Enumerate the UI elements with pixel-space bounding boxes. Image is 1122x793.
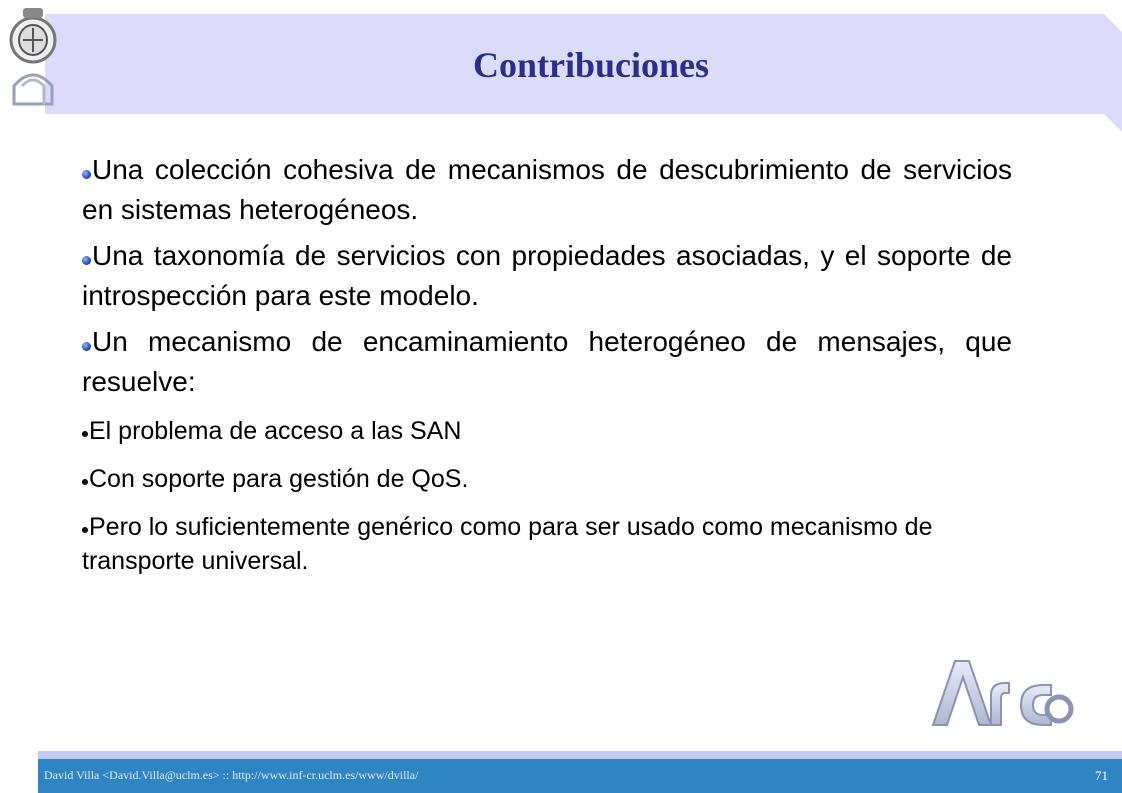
bullet-dot-icon [82, 431, 88, 437]
slide-number: 71 [1095, 768, 1108, 783]
footer-strip [38, 751, 1122, 759]
sub-bullet-text: Con soporte para gestión de QoS. [89, 465, 469, 493]
bullet-item [82, 236, 1012, 316]
sub-bullet-item [82, 414, 1012, 448]
slide-content [82, 150, 1012, 592]
bullet-ball-icon [82, 170, 91, 179]
page-title: Contribuciones [472, 45, 710, 85]
bullet-ball-icon [82, 342, 91, 351]
bullet-ball-icon [82, 256, 91, 265]
header-fold [1104, 14, 1122, 32]
sub-bullet-item [82, 510, 1012, 578]
bullet-item-text: Una taxonomía de servicios con propiedades asociadas, y el soporte de introspección para este modelo. [82, 240, 1012, 311]
arco-logo [925, 655, 1075, 730]
bullet-item-text: Un mecanismo de encaminamiento heterogéneo de mensajes, que resuelve: [82, 326, 1012, 397]
header-corner [1104, 114, 1122, 132]
footer-author: David Villa <David.Villa@uclm.es> :: http://www.inf-cr.uclm.es/www/dvilla/ [44, 768, 419, 782]
sub-bullet-text: Pero lo suficientemente genérico como para ser usado como mecanismo de transporte universal. [82, 513, 933, 575]
bullet-item-text: Una colección cohesiva de mecanismos de descubrimiento de servicios en sistemas heterogéneos. [82, 154, 1012, 225]
sub-bullet-text: El problema de acceso a las SAN [89, 417, 462, 445]
bullet-item [82, 322, 1012, 402]
bullet-dot-icon [82, 479, 88, 485]
bullet-item [82, 150, 1012, 230]
bullet-dot-icon [82, 527, 88, 533]
sub-bullet-item [82, 462, 1012, 496]
